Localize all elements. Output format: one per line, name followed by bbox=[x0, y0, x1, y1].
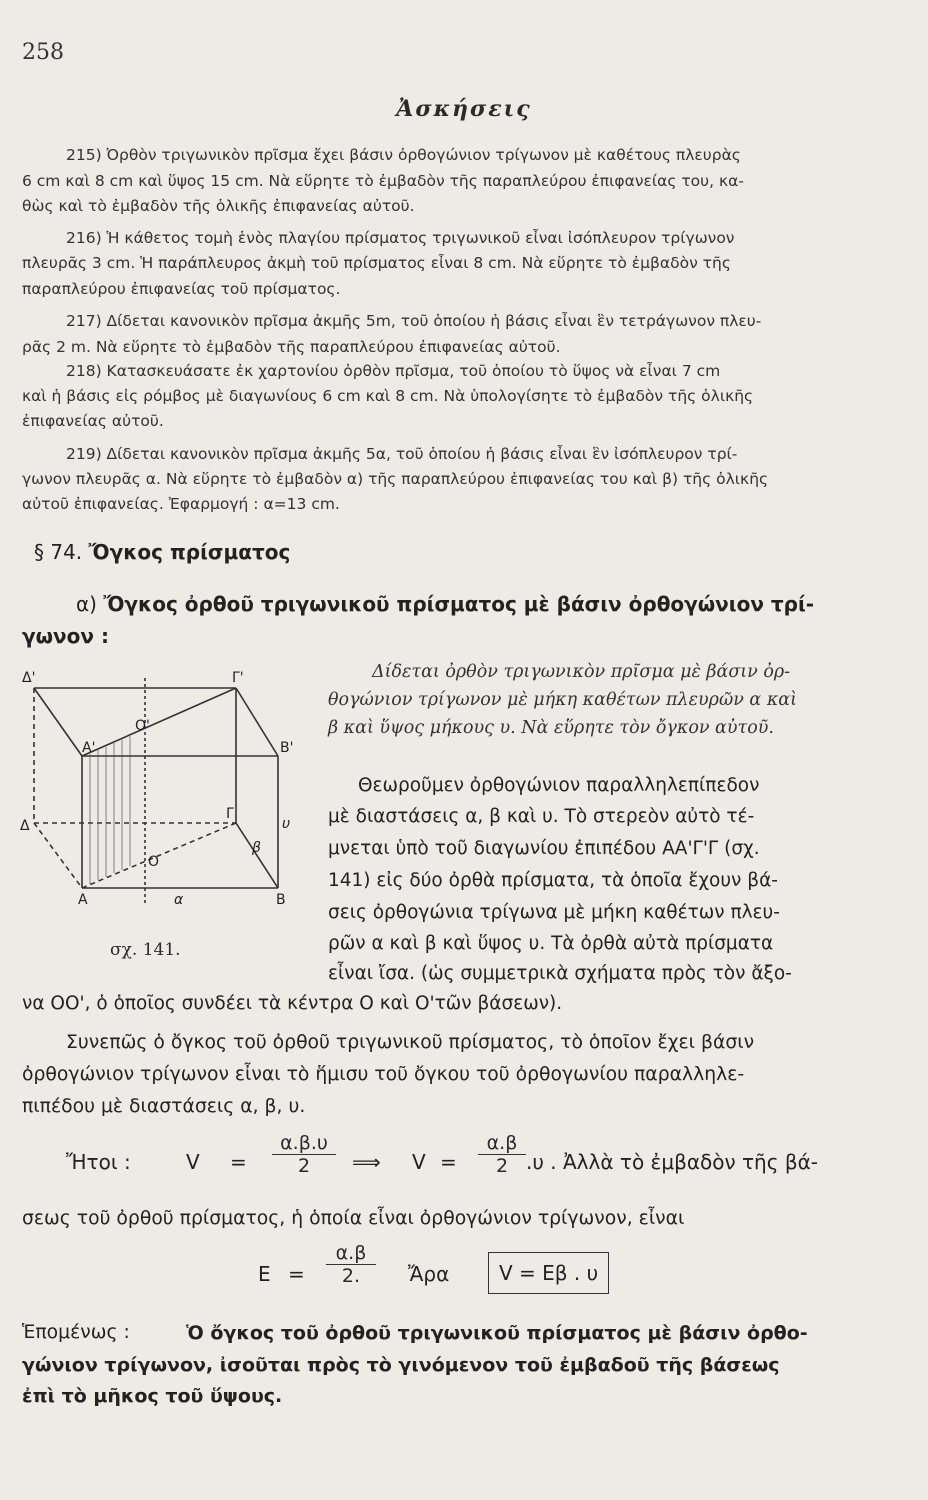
explanation-line-6: ρῶν α καὶ β καὶ ὕψος υ. Τὰ ὀρθὰ αὐτὰ πρίσματα bbox=[328, 933, 774, 954]
exercise-218-line-2: καὶ ἡ βάσις εἰς ρόμβος μὲ διαγωνίους 6 cm καὶ 8 cm. Νὰ ὑπολογίσητε τὸ ἐμβαδὸν τῆς ὁλικῆς bbox=[22, 387, 754, 405]
label-O1: O' bbox=[135, 718, 150, 734]
formula2-eq: = bbox=[288, 1262, 305, 1286]
exercise-217-line-1: 217) Δίδεται κανονικὸν πρῖσμα ἀκμῆς 5m, τοῦ ὁποίου ἡ βάσις εἶναι ἓν τετράγωνον πλευ- bbox=[66, 312, 762, 330]
formula-tail: .υ . Ἀλλὰ τὸ ἐμβαδὸν τῆς βά- bbox=[526, 1150, 818, 1174]
final-line-1: Ὁ ὄγκος τοῦ ὀρθοῦ τριγωνικοῦ πρίσματος μὲ βάσιν ὀρθο- bbox=[186, 1322, 808, 1344]
exercise-218-line-1: 218) Κατασκευάσατε ἐκ χαρτονίου ὀρθὸν πρῖσμα, τοῦ ὁποίου τὸ ὕψος νὰ εἶναι 7 cm bbox=[66, 362, 721, 380]
conclusion-line-1: Συνεπῶς ὁ ὄγκος τοῦ ὀρθοῦ τριγωνικοῦ πρίσματος, τὸ ὁποῖον ἔχει βάσιν bbox=[66, 1032, 755, 1053]
exercise-216-line-3: παραπλεύρου ἐπιφανείας τοῦ πρίσματος. bbox=[22, 280, 341, 298]
label-A: A bbox=[78, 892, 88, 908]
label-B1: B' bbox=[280, 740, 294, 756]
section-title: Ὄγκος πρίσματος bbox=[88, 540, 291, 564]
exercise-217-line-2: ρᾶς 2 m. Νὰ εὕρητε τὸ ἐμβαδὸν τῆς παραπλεύρου ἐπιφανείας αὐτοῦ. bbox=[22, 338, 561, 356]
formula-eq2: = bbox=[440, 1150, 457, 1174]
subsection-title-cont: γωνον : bbox=[22, 624, 109, 648]
subsection-label: α) bbox=[76, 592, 97, 616]
fraction-ab-numerator: α.β bbox=[478, 1132, 526, 1155]
explanation-line-7: εἶναι ἴσα. (ὡς συμμετρικὰ σχήματα πρὸς τὸν ἄξο- bbox=[328, 963, 792, 984]
fraction-area-numerator: α.β bbox=[326, 1242, 376, 1265]
explanation-line-1: Θεωροῦμεν ὀρθογώνιον παραλληλεπίπεδον bbox=[358, 775, 760, 796]
exercise-216-line-1: 216) Ἡ κάθετος τομὴ ἑνὸς πλαγίου πρίσματος τριγωνικοῦ εἶναι ἰσόπλευρον τρίγωνον bbox=[66, 229, 735, 247]
formula2-e: E bbox=[258, 1262, 271, 1286]
label-D1: Δ' bbox=[22, 670, 36, 686]
fraction-abu-numerator: α.β.υ bbox=[272, 1132, 336, 1155]
page-number: 258 bbox=[22, 40, 64, 65]
explanation-line-2: μὲ διαστάσεις α, β καὶ υ. Τὸ στερεὸν αὐτὸ τέ- bbox=[328, 806, 755, 827]
exercise-219-line-1: 219) Δίδεται κανονικὸν πρῖσμα ἀκμῆς 5α, τοῦ ὁποίου ἡ βάσις εἶναι ἓν ἰσόπλευρον τρί- bbox=[66, 445, 738, 463]
final-lead: Ἑπομένως : bbox=[22, 1322, 130, 1343]
label-G: Γ bbox=[226, 806, 234, 822]
formula2-ara: Ἄρα bbox=[408, 1262, 450, 1286]
label-B: B bbox=[276, 892, 286, 908]
fraction-area-denominator: 2. bbox=[341, 1265, 361, 1287]
conclusion-line-2: ὀρθογώνιον τρίγωνον εἶναι τὸ ἥμισυ τοῦ ὄγκου τοῦ ὀρθογωνίου παραλληλε- bbox=[22, 1064, 745, 1085]
exercise-215-line-2: 6 cm καὶ 8 cm καὶ ὕψος 15 cm. Νὰ εὕρητε τὸ ἐμβαδὸν τῆς παραπλεύρου ἐπιφανείας του, κα- bbox=[22, 172, 744, 190]
fraction-ab bbox=[478, 1132, 526, 1177]
line-after-formula: σεως τοῦ ὀρθοῦ πρίσματος, ἡ ὁποία εἶναι ὀρθογώνιον τρίγωνον, εἶναι bbox=[22, 1208, 685, 1229]
exercises-heading: Ἀσκήσεις bbox=[396, 96, 532, 122]
label-A1: A' bbox=[82, 740, 96, 756]
exercise-215-line-1: 215) Ὀρθὸν τριγωνικὸν πρῖσμα ἔχει βάσιν ὀρθογώνιον τρίγωνον μὲ καθέτους πλευρὰς bbox=[66, 146, 741, 164]
problem-line-2: θογώνιον τρίγωνον μὲ μήκη καθέτων πλευρῶν α καὶ bbox=[328, 690, 797, 710]
final-line-2: γώνιον τρίγωνον, ἰσοῦται πρὸς τὸ γινόμενον τοῦ ἐμβαδοῦ τῆς βάσεως bbox=[22, 1354, 780, 1376]
fraction-ab-denominator: 2 bbox=[495, 1155, 509, 1177]
exercise-218-line-3: ἐπιφανείας αὐτοῦ. bbox=[22, 412, 164, 430]
exercise-216-line-2: πλευρᾶς 3 cm. Ἡ παράπλευρος ἀκμὴ τοῦ πρίσματος εἶναι 8 cm. Νὰ εὕρητε τὸ ἐμβαδὸν τῆς bbox=[22, 254, 731, 272]
formula-arrow: ⟹ bbox=[352, 1150, 381, 1174]
label-b: β bbox=[252, 840, 261, 856]
explanation-line-3: μνεται ὑπὸ τοῦ διαγωνίου ἐπιπέδου ΑΑ'Γ'Γ (σχ. bbox=[328, 838, 760, 859]
label-G1: Γ' bbox=[232, 670, 244, 686]
subsection-heading-line-1 bbox=[76, 592, 814, 616]
label-a: α bbox=[174, 892, 184, 908]
section-heading bbox=[34, 540, 290, 564]
fraction-area bbox=[326, 1242, 376, 1287]
exercise-219-line-2: γωνον πλευρᾶς α. Νὰ εὕρητε τὸ ἐμβαδὸν α) τῆς παραπλεύρου ἐπιφανείας του καὶ β) τῆς ὁλικῆς bbox=[22, 470, 769, 488]
exercise-219-line-3: αὐτοῦ ἐπιφανείας. Ἐφαρμογή : α=13 cm. bbox=[22, 495, 340, 513]
explanation-line-5: σεις ὀρθογώνια τρίγωνα μὲ μήκη καθέτων πλευ- bbox=[328, 902, 780, 923]
fraction-abu-denominator: 2 bbox=[297, 1155, 311, 1177]
prism-figure bbox=[20, 668, 310, 908]
boxed-volume-formula: V = Eβ . υ bbox=[488, 1252, 609, 1294]
section-number: § 74. bbox=[34, 540, 83, 564]
problem-line-1: Δίδεται ὀρθὸν τριγωνικὸν πρῖσμα μὲ βάσιν ὀρ- bbox=[372, 662, 791, 682]
subsection-title: Ὄγκος ὀρθοῦ τριγωνικοῦ πρίσματος μὲ βάσιν ὀρθογώνιον τρί- bbox=[103, 592, 815, 616]
formula-v1: V bbox=[186, 1150, 200, 1174]
exercise-215-line-3: θὼς καὶ τὸ ἐμβαδὸν τῆς ὁλικῆς ἐπιφανείας αὐτοῦ. bbox=[22, 197, 415, 215]
subsection-heading-line-2 bbox=[22, 624, 109, 648]
label-D: Δ bbox=[20, 818, 30, 834]
conclusion-line-3: πιπέδου μὲ διαστάσεις α, β, υ. bbox=[22, 1096, 306, 1117]
label-u: υ bbox=[282, 816, 291, 832]
label-O: O bbox=[148, 854, 160, 870]
fraction-abu bbox=[272, 1132, 336, 1177]
final-line-3: ἐπὶ τὸ μῆκος τοῦ ὕψους. bbox=[22, 1385, 283, 1407]
formula-lead: Ἤτοι : bbox=[66, 1150, 131, 1174]
figure-caption: σχ. 141. bbox=[110, 940, 181, 960]
formula-v2: V bbox=[412, 1150, 426, 1174]
explanation-line-8: να ΟΟ', ὁ ὁποῖος συνδέει τὰ κέντρα Ο καὶ Ο'τῶν βάσεων). bbox=[22, 993, 563, 1014]
explanation-line-4: 141) εἰς δύο ὀρθὰ πρίσματα, τὰ ὁποῖα ἔχουν βά- bbox=[328, 870, 778, 891]
problem-line-3: β καὶ ὕψος μήκους υ. Νὰ εὕρητε τὸν ὄγκον αὐτοῦ. bbox=[328, 718, 774, 738]
formula-eq1: = bbox=[230, 1150, 247, 1174]
